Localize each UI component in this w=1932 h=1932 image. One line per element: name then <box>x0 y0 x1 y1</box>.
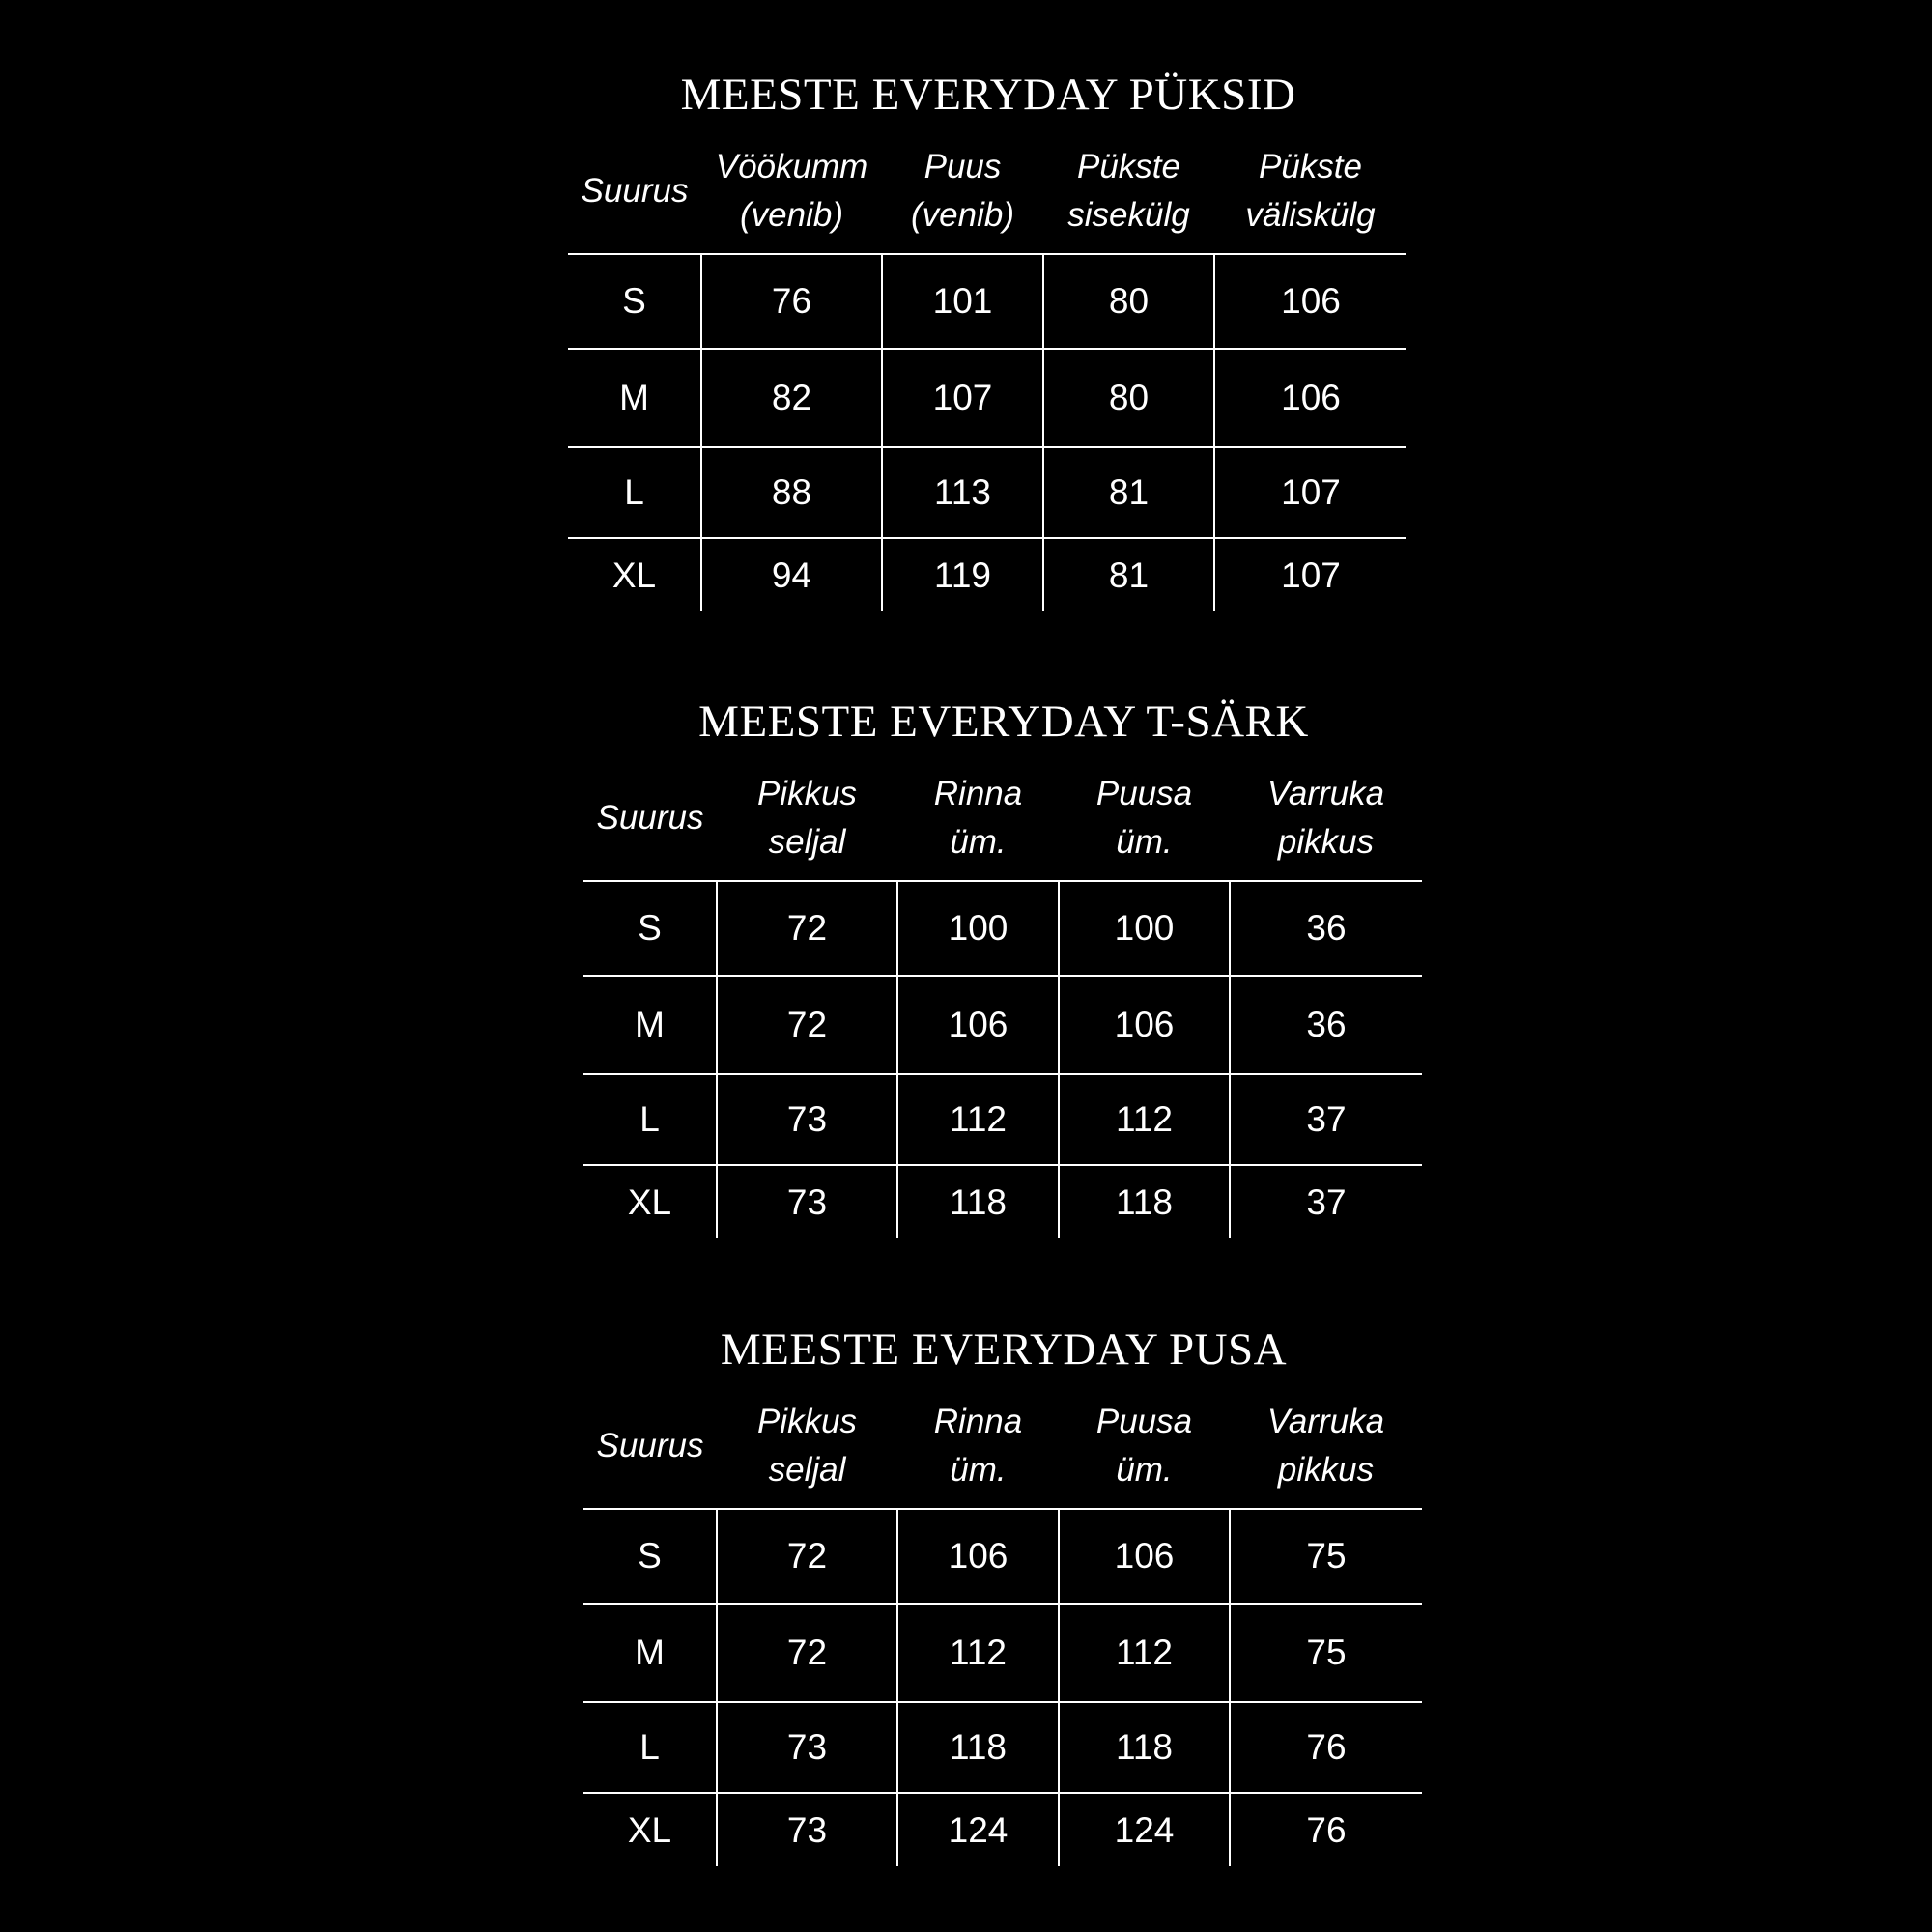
header-cell: Puus (venib) <box>882 137 1043 254</box>
value-cell: 75 <box>1230 1604 1422 1702</box>
value-cell: 37 <box>1306 1181 1347 1222</box>
value-cell: 124 <box>897 1793 1059 1866</box>
value-cell: 81 <box>1043 538 1214 611</box>
value-cell: 72 <box>717 881 897 976</box>
value-cell: 73 <box>717 1165 897 1238</box>
table-row <box>583 881 1422 976</box>
table-row <box>583 1604 1422 1702</box>
table-title: MEESTE EVERYDAY T-SÄRK <box>698 696 1309 747</box>
value-cell: 112 <box>897 1074 1059 1165</box>
size-cell: XL <box>583 1793 717 1866</box>
value-cell: 106 <box>1059 1509 1230 1604</box>
value-cell: 36 <box>1230 976 1422 1074</box>
header-row <box>583 1392 1422 1509</box>
header-cell: Rinna üm. <box>897 1392 1059 1509</box>
value-cell: 76 <box>1306 1809 1347 1850</box>
value-cell: 106 <box>1214 254 1406 349</box>
value-cell: 100 <box>1059 881 1230 976</box>
header-cell: Rinna üm. <box>897 764 1059 881</box>
table-row <box>583 1793 1422 1866</box>
value-cell: 112 <box>897 1604 1059 1702</box>
table-row <box>583 1074 1422 1165</box>
value-cell: 112 <box>1059 1074 1230 1165</box>
value-cell: 106 <box>897 1509 1059 1604</box>
value-cell: 81 <box>1043 447 1214 538</box>
size-cell: XL <box>568 538 701 611</box>
value-cell: 107 <box>1281 554 1341 595</box>
value-cell: 118 <box>1059 1165 1230 1238</box>
table-row <box>583 1509 1422 1604</box>
value-cell: 73 <box>717 1793 897 1866</box>
header-row <box>568 137 1406 254</box>
value-cell: 80 <box>1043 254 1214 349</box>
header-cell: Suurus <box>583 764 717 881</box>
value-cell: 73 <box>717 1074 897 1165</box>
table-title: MEESTE EVERYDAY PUSA <box>720 1324 1288 1375</box>
value-cell: 112 <box>1059 1604 1230 1702</box>
table-row <box>583 1165 1422 1238</box>
size-chart-tshirt <box>583 691 1424 1238</box>
value-cell: 124 <box>1059 1793 1230 1866</box>
table-row <box>568 447 1406 538</box>
table-row <box>568 254 1406 349</box>
size-cell: L <box>568 447 701 538</box>
header-cell: Pikkus seljal <box>717 1392 897 1509</box>
value-cell: 118 <box>1059 1702 1230 1793</box>
value-cell: 82 <box>701 349 882 447</box>
value-cell: 80 <box>1043 349 1214 447</box>
header-cell: Varruka pikkus <box>1230 1392 1422 1509</box>
value-cell: 72 <box>717 976 897 1074</box>
header-cell: Suurus <box>583 1392 717 1509</box>
table-title: MEESTE EVERYDAY PÜKSID <box>680 70 1296 120</box>
header-cell: Pikkus seljal <box>717 764 897 881</box>
value-cell: 72 <box>717 1604 897 1702</box>
size-table <box>583 764 1422 1238</box>
size-cell: L <box>583 1074 717 1165</box>
value-cell: 101 <box>882 254 1043 349</box>
header-cell: Pükste väliskülg <box>1214 137 1406 254</box>
value-cell: 94 <box>701 538 882 611</box>
size-cell: S <box>568 254 701 349</box>
size-cell: M <box>583 976 717 1074</box>
header-cell: Suurus <box>568 137 701 254</box>
value-cell: 75 <box>1230 1509 1422 1604</box>
value-cell: 119 <box>882 538 1043 611</box>
value-cell: 36 <box>1230 881 1422 976</box>
header-cell: Puusa üm. <box>1059 764 1230 881</box>
value-cell: 118 <box>897 1702 1059 1793</box>
size-table <box>568 137 1406 611</box>
value-cell: 72 <box>717 1509 897 1604</box>
value-cell: 88 <box>701 447 882 538</box>
size-chart-sweater <box>583 1319 1424 1866</box>
size-cell: S <box>583 881 717 976</box>
header-row <box>583 764 1422 881</box>
value-cell: 113 <box>882 447 1043 538</box>
table-row <box>568 349 1406 447</box>
table-row <box>583 1702 1422 1793</box>
size-cell: M <box>568 349 701 447</box>
table-row <box>568 538 1406 611</box>
value-cell: 76 <box>1230 1702 1422 1793</box>
size-cell: XL <box>583 1165 717 1238</box>
header-cell: Pükste sisekülg <box>1043 137 1214 254</box>
value-cell: 76 <box>701 254 882 349</box>
size-cell: L <box>583 1702 717 1793</box>
size-table <box>583 1392 1422 1866</box>
size-cell: M <box>583 1604 717 1702</box>
value-cell: 107 <box>882 349 1043 447</box>
value-cell: 118 <box>897 1165 1059 1238</box>
table-row <box>583 976 1422 1074</box>
header-cell: Vöökumm (venib) <box>701 137 882 254</box>
value-cell: 100 <box>897 881 1059 976</box>
header-cell: Varruka pikkus <box>1230 764 1422 881</box>
value-cell: 106 <box>1059 976 1230 1074</box>
value-cell: 106 <box>1214 349 1406 447</box>
value-cell: 106 <box>897 976 1059 1074</box>
size-chart-pants <box>568 64 1408 611</box>
value-cell: 73 <box>717 1702 897 1793</box>
size-cell: S <box>583 1509 717 1604</box>
value-cell: 37 <box>1230 1074 1422 1165</box>
value-cell: 107 <box>1214 447 1406 538</box>
header-cell: Puusa üm. <box>1059 1392 1230 1509</box>
